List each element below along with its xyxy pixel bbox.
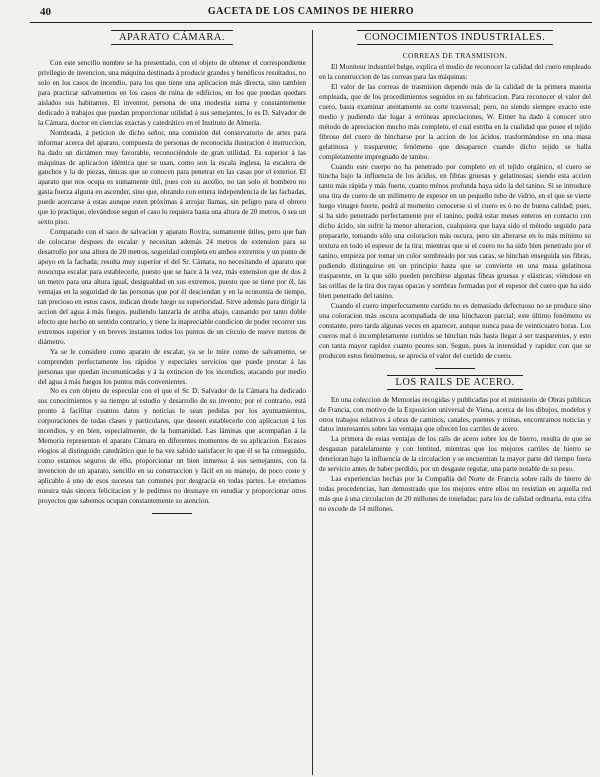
paragraph: Cuando el cuero imperfectamente curtido no es demasiado defectuoso no se produce sino una coloracion más oscura acompañada de una hinchazon parcial; este último fenómeno es constante, pero tarda algunas veces en aparecer, aunque nunca pasa de veinticuatro horas. Los cueros mal ó incompletamente curtidos se hinchan más hasta llegar á ser trasparentes, y esto con tanta mayor rapidez cuanto peores son. Segun, pues la intensidad y rapidez con que se producen estos fenómenos, se aprecia el valor del curtido de cuero. xyxy=(319,301,591,360)
paragraph: Ya se le considere como aparato de escalar, ya se le mire como de salvamento, se comprenden perfectamente los rápidos y especiales servicios que puede prestar á las personas que quedan incomunicadas y á la extincion de los incendios, atacando por medio del agua á más fuegos los puntos más convenientes. xyxy=(38,347,306,386)
right-column xyxy=(319,30,591,515)
correas-subheading: CORREAS DE TRASMISION. xyxy=(402,51,508,60)
paragraph: El Moniteur industriel belge, explica el medio de reconocer la calidad del cuero empleado en la construccion de las correas para las máquinas: xyxy=(319,63,591,81)
paragraph: Cuando este cuerpo no ha penetrado por completo en el tejido orgánico, el cuero se hincha bajo la influencia de los ácidos, en fibras gruesas y gelatinosas; siendo esta accion tanto más rápida y más fuerte, cuanto ménos profunda haya sido la del tanino. Si se introduce una tira de cuero de un milímetro de espesor en un pequeño tubo de vidrio, en el que se vierte luego vinagre fuerte, podrá al momento conocerse si el cuero es ó no de buena calidad; pues, si ha sido penetrado perfectamente por el tanino, podrá estar meses enteros en contacto con dicho ácido, sin sufrir la menor alteracion, cualquiera que haya sido el método seguido para prepararle, tomando sólo una coloracion más oscura, pero sin alterarse en lo más mínimo su textura en todo el espesor de la tira; mientras que si el cuero no ha sido bien penetrado por el tanino, empieza por tomar un color sombreado por sus caras, se hinchan enseguida sus fibras, pudiendo distinguirse en un principio hasta que se convierte en una masa gelatinosa trasparente, en la que sólo pueden percibirse algunas fibras gruesas y elásticas; viéndose en las orillas de la tira dos rayas opacas y sombras formadas por el espesor del cuero que ha sido bien penetrado del tanino. xyxy=(319,162,591,300)
page-header xyxy=(30,4,592,23)
paragraph: Comparado con el saco de salvacion y aparato Rovira, sumamente útiles, pero que han de colocarse despues de escalar y necesitan además 24 metros de extension para su desarrollo por una altura de 20 metros, seguridad completa en ambos extremos y un punto de apoyo en la fachada; resulta muy superior el del Sr. Cámara, no necesitando el aparato que nosocupa escalar para establecerle, puesto que se hace á la vez, más extension que de dos á un metro para una altura igual, desigualdad en sus extremos, puesto que se tiene por él, las ventajas en la seguridad de las personas que por él desciendan y en la economía de tiempo, tan precioso en estos casos, indican desde luego su superioridad. Sirve además para dirigir la accion del agua á más fuegos, pudiendo lanzarla de arriba abajo, causando por tanto doble efecto que hecho en sentido contrario, y tiene la inapreciable condicion de poder recorrer sus extremos superior y en breves instantes todos los puntos de un círculo de nueve metros de diámetro. xyxy=(38,228,306,346)
publication-title: GACETA DE LOS CAMINOS DE HIERRO xyxy=(207,6,415,17)
section-rule xyxy=(435,368,475,369)
left-column xyxy=(38,30,306,520)
paragraph: Las experiencias hechas por la Compañía del Norte de Francia sobre rails de hierro de todas procedencias, han demostrado que los mejores entre ellos no resistian en aquella red más que á una circulacion de 20 millones de toneladas; para los de calidad ordinaria, esta cifra no excede de 14 millones. xyxy=(319,475,591,514)
end-rule xyxy=(152,513,192,514)
page-number: 40 xyxy=(40,6,51,18)
conocimientos-heading: CONOCIMIENTOS INDUSTRIALES. xyxy=(319,30,591,45)
rails-heading: LOS RAILS DE ACERO. xyxy=(319,375,591,390)
paragraph: Nombrada, á peticion de dicho señor, una comision del conservatorio de artes para informar acerca del aparato, compuesta de personas de reconocida ilustracion é instruccion, ha dado un dictámen muy favorable, reconociéndole de gran utilidad. Es superior á las máquinas de aplicacion idéntica que se usan, como son la escala inglesa, la escalera de ganchos y la de piezas, únicas que se conocen para penetrar en las casas por el exterior. El aparato que nos ocupa es sumamente útil, pues con su auxilio, no tan solo el bombero no gasta fuerza alguna en ascender, sino que, obrando con entera independencia de las fachadas, puede acercarse á estas aunque esten próximas á arrojar llamas, sin peligro para el obrero que lo practique, elevándose segun el caso lo requiera hasta una altura de 20 metros, ó sea un sexto piso. xyxy=(38,128,306,227)
column-divider xyxy=(312,30,313,775)
paragraph: En una coleccion de Memorias recogidas y publicadas por el ministerio de Obras públicas de Francia, con motivo de la Exposicion universal de Viena, acerca de los dibujos, modelos y otros trabajos relativos á obras de caminos, canales, puentes y minas, encontramos noticias y datos interesantes sobre las ventajas que ofrecen los carriles de acero. xyxy=(319,395,591,434)
paragraph: La primera de estas ventajas de los rails de acero sobre los de hierro, resulta de que se desgastan paralelamente y con lentitud, mientras que los mejores carriles de hierro se deterioran bajo la influencia de la circulacion y se encuentran la mayor parte del tiempo fuera de servicio antes de haber perdido, por un desgaste regular, una parte notable de su peso. xyxy=(319,435,591,474)
paragraph: El valor de las correas de trasmision depende más de la calidad de la primera materia empleada, que de los procedimientos seguidos en su fabricacion. Para reconocer el valor del cuero, basta examinar atentamente su corte trasversal; pero, no siendo siempre exacto este medio y pudiendo dar lugar á erróneas apreciaciones, W. Eitner ha dado á conocer otro método de apreciacion mucho más completo, el cual estriba en la cualidad que posee el tejido fibroso del cuero de hincharse por la accion de los ácidos, trasformándose en una masa gelatinosa y trasparente; fenómeno que desaparece cuando dicho tejido se halla completamente impregnado de tanino. xyxy=(319,82,591,161)
paragraph: Con este sencillo nombre se ha presentado, con el objeto de obtener el correspondiente privilegio de invencion, una máquina destinada á producir grandes y benéficos resultados, no solo en los casos de incendio, para los que tiene una aplicacion más directa, sino tambien para practicar salvamentos en los casos de ruina de edificios, en los que puedan quedars aislados sus habitantes. El inventor, persona de una modestia suma y constantemente dedicado á trabajos que puedan proporcionar utilidad á sus semejantes, lo es D. Salvador de la Cámara, doctor en ciencias exactas y catedrático en el Instituto de Almería. xyxy=(38,59,306,127)
aparato-camara-heading: APARATO CÁMARA. xyxy=(38,30,306,45)
paragraph: No es con objeto de especular con el que el Sr. D. Salvador de la Cámara ha dedicado sus conocimientos y su tiempo al estudio y desarrollo de su invento; por el contrario, está pronto á facilitar cuantos datos y noticias le sean pedidas por los ayuntamientos, corporaciones de todas clases y particulares, que deseen establecerle con aplicacion á los incendios, y en bien, especialmente, de la humanidad. Las láminas que acompañan á la Memoria representan el aparato Cámara en diferentes momentos de su aplicacion. Escasos elogios al distinguido catedrático que le ha vez sabido satisfacer lo que él se ha conseguido, como estamos seguros de ello, proporcionar un bien inmenso á sus semejantes, con la invencion de un aparato, sencillo en su construccion y fácil en su manejo, de poco coste y aplicable á uno de esos sucesos tan comunes por desgracia en todas partes. Le enviamos nuestra más sincera felicitacion y le pedimos no desmaye en estudiar y proporcionar otros proyectos que sabemos ocupan constantemente su atencion. xyxy=(38,387,306,505)
